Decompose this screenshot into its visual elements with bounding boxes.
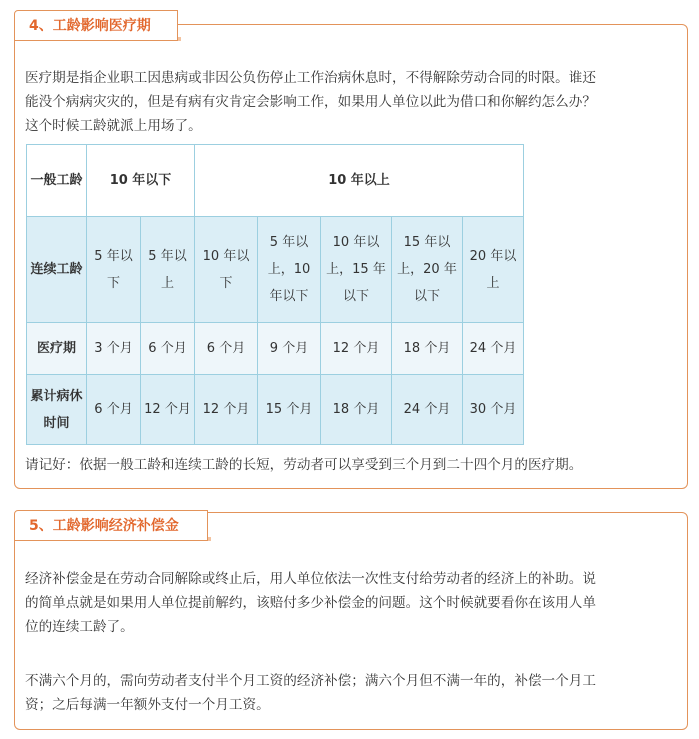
header-over-10-years: 10 年以上: [195, 145, 524, 217]
tab-shadow: [208, 537, 211, 541]
table-cell: 10 年以下: [195, 217, 258, 323]
section-4-intro: 医疗期是指企业职工因患病或非因公负伤停止工作治病休息时，不得解除劳动合同的时限。谁还 能没个病病灾灾的，但是有病有灾肯定会影响工作，如果用人单位以此为借口和你解约怎么办？ 这个时候工龄就派上用场了。: [25, 70, 596, 134]
section-4-note: 请记好：依据一般工龄和连续工龄的长短，劳动者可以享受到三个月到二十四个月的医疗期。: [25, 457, 583, 473]
table-cell: 6 个月: [195, 323, 258, 375]
table-cell: 15 个月: [258, 375, 321, 445]
row-label-continuous: 连续工龄: [27, 217, 87, 323]
section-4-title: 4、工龄影响医疗期: [14, 10, 178, 41]
table-cell: 18 个月: [392, 323, 463, 375]
medical-period-table: [26, 144, 524, 445]
table-cell: 15 年以上，20 年以下: [392, 217, 463, 323]
table-cell: 9 个月: [258, 323, 321, 375]
section-5-para-2: 不满六个月的，需向劳动者支付半个月工资的经济补偿；满六个月但不满一年的，补偿一个月工 资；之后每满一年额外支付一个月工资。: [25, 673, 596, 713]
table-cell: 12 个月: [141, 375, 195, 445]
table-cell: 12 个月: [321, 323, 392, 375]
table-cell: 30 个月: [463, 375, 524, 445]
row-label-medical: 医疗期: [27, 323, 87, 375]
table-cell: 5 年以上: [141, 217, 195, 323]
header-general-seniority: 一般工龄: [27, 145, 87, 217]
table-cell: 12 个月: [195, 375, 258, 445]
table-cell: 24 个月: [392, 375, 463, 445]
table-cell: 3 个月: [87, 323, 141, 375]
table-cell: 24 个月: [463, 323, 524, 375]
section-5-title: 5、工龄影响经济补偿金: [14, 510, 208, 541]
header-under-10-years: 10 年以下: [87, 145, 195, 217]
table-cell: 5 年以下: [87, 217, 141, 323]
table-cell: 6 个月: [87, 375, 141, 445]
table-cell: 10 年以上，15 年以下: [321, 217, 392, 323]
table-cell: 20 年以上: [463, 217, 524, 323]
row-label-cumulative: 累计病休时间: [27, 375, 87, 445]
table-cell: 5 年以上，10 年以下: [258, 217, 321, 323]
tab-shadow: [178, 37, 181, 41]
table-cell: 18 个月: [321, 375, 392, 445]
table-cell: 6 个月: [141, 323, 195, 375]
section-5-para-1: 经济补偿金是在劳动合同解除或终止后，用人单位依法一次性支付给劳动者的经济上的补助。说 的简单点就是如果用人单位提前解约，该赔付多少补偿金的问题。这个时候就要看你在该用人单 位的连续工龄了。: [25, 571, 596, 635]
